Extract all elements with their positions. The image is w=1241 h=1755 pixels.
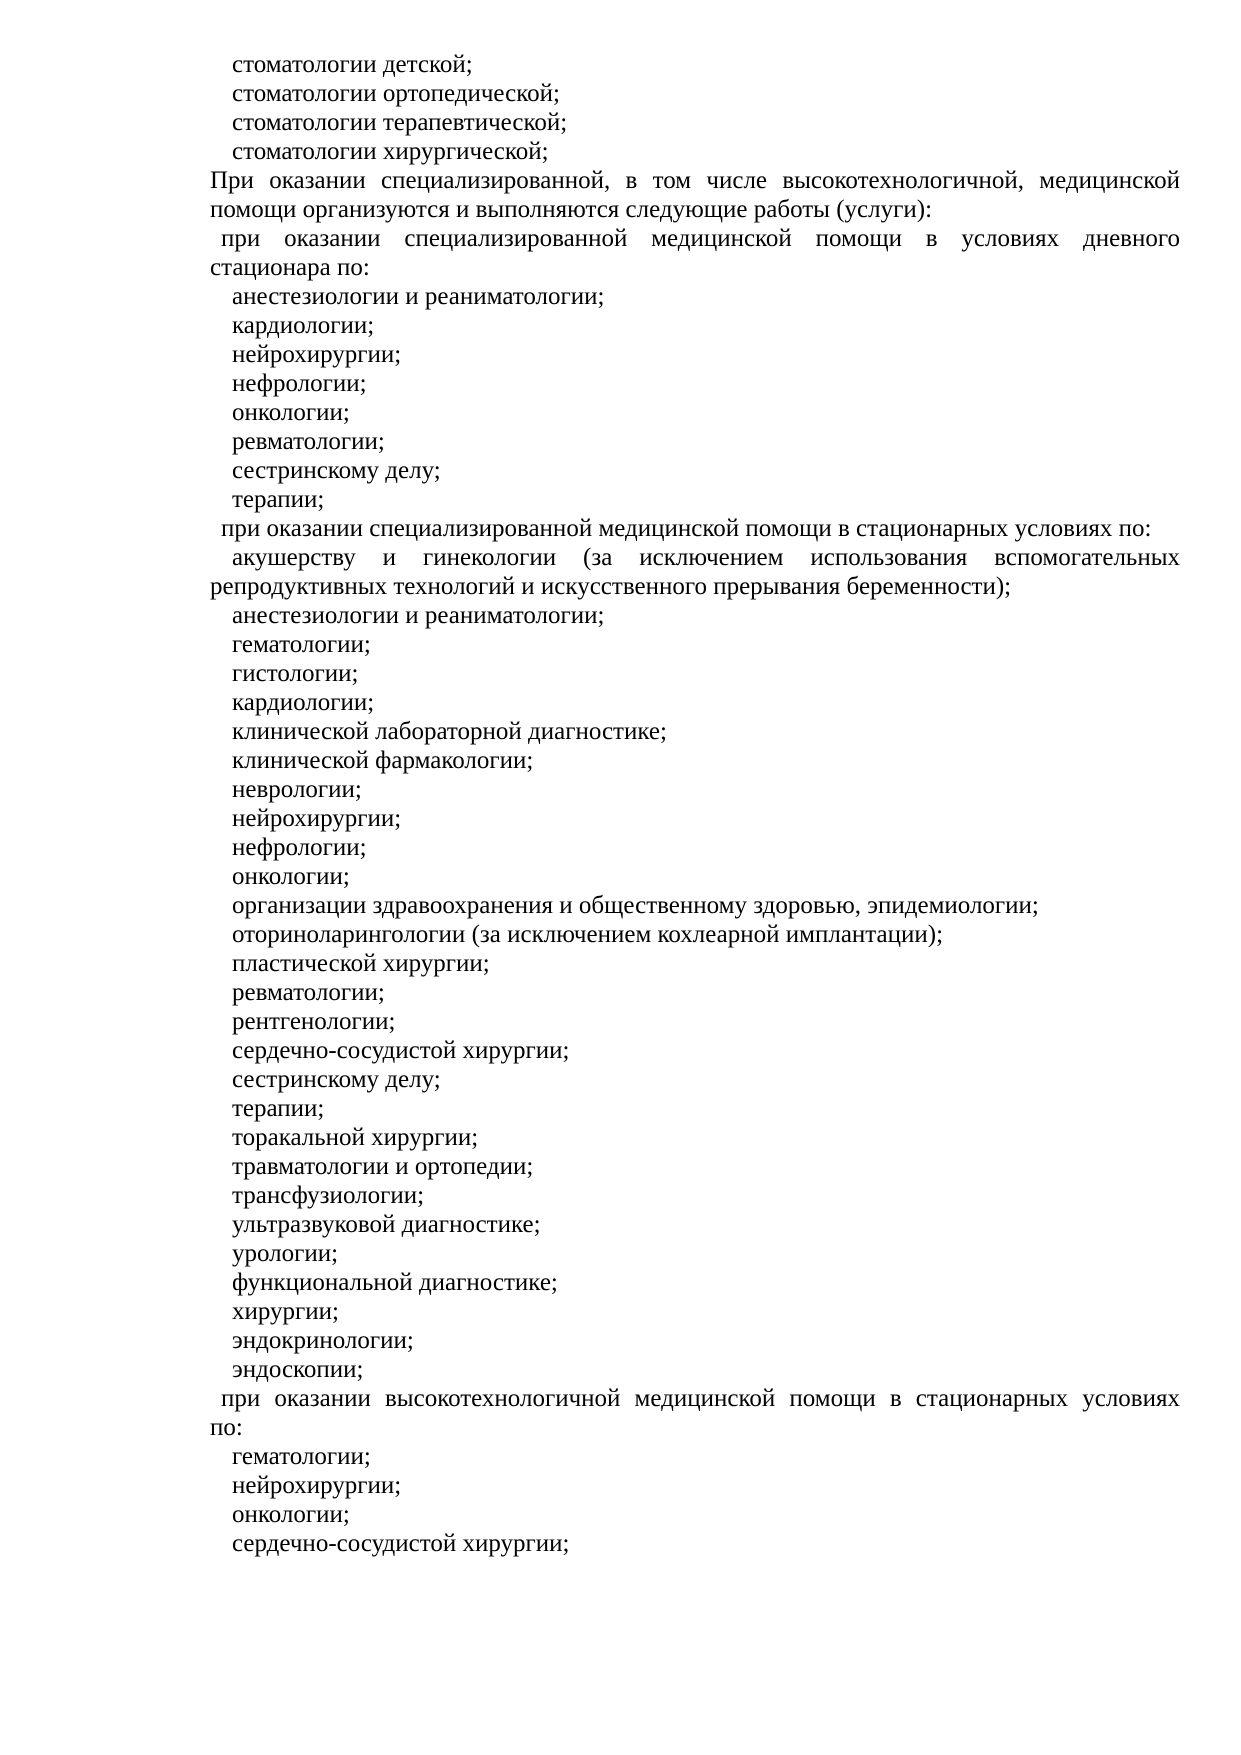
document-line: стоматологии ортопедической; <box>232 80 560 107</box>
document-line: онкологии; <box>232 1501 350 1528</box>
document-line: сестринскому делу; <box>232 1066 441 1093</box>
document-line: при оказании специализированной медицинской помощи в стационарных условиях по: <box>221 515 1152 542</box>
document-line: репродуктивных технологий и искусственного прерывания беременности); <box>210 573 1012 600</box>
document-line: ревматологии; <box>232 979 385 1006</box>
document-line: хирургии; <box>232 1298 340 1325</box>
document-line: При оказании специализированной, в том числе высокотехнологичной, медицинской <box>210 167 1180 194</box>
document-line: при оказании специализированной медицинской помощи в условиях дневного <box>221 225 1180 252</box>
document-line: торакальной хирургии; <box>232 1124 479 1151</box>
document-line: пластической хирургии; <box>232 950 490 977</box>
document-line: клинической лабораторной диагностике; <box>232 718 667 745</box>
document-line: нейрохирургии; <box>232 341 402 368</box>
document-line: терапии; <box>232 1095 325 1122</box>
document-line: клинической фармакологии; <box>232 747 534 774</box>
document-line: стационара по: <box>210 254 370 281</box>
document-line: анестезиологии и реаниматологии; <box>232 283 605 310</box>
document-line: стоматологии детской; <box>232 51 473 78</box>
document-line: при оказании высокотехнологичной медицинской помощи в стационарных условиях <box>221 1385 1180 1412</box>
document-line: урологии; <box>232 1240 339 1267</box>
document-line: стоматологии терапевтической; <box>232 109 568 136</box>
document-line: терапии; <box>232 486 325 513</box>
document-line: эндоскопии; <box>232 1356 364 1383</box>
document-line: нейрохирургии; <box>232 805 402 832</box>
document-line: по: <box>210 1414 243 1441</box>
document-line: нефрологии; <box>232 834 367 861</box>
document-line: онкологии; <box>232 399 350 426</box>
document-line: сердечно-сосудистой хирургии; <box>232 1530 570 1557</box>
document-line: неврологии; <box>232 776 362 803</box>
document-line: сердечно-сосудистой хирургии; <box>232 1037 570 1064</box>
document-line: трансфузиологии; <box>232 1182 425 1209</box>
document-line: стоматологии хирургической; <box>232 138 549 165</box>
document-line: оториноларингологии (за исключением кохлеарной имплантации); <box>232 921 944 948</box>
document-line: травматологии и ортопедии; <box>232 1153 534 1180</box>
document-line: акушерству и гинекологии (за исключением использования вспомогательных <box>232 544 1180 571</box>
document-line: нефрологии; <box>232 370 367 397</box>
document-line: организации здравоохранения и общественному здоровью, эпидемиологии; <box>232 892 1039 919</box>
document-line: сестринскому делу; <box>232 457 441 484</box>
document-line: гистологии; <box>232 660 359 687</box>
document-line: онкологии; <box>232 863 350 890</box>
document-line: нейрохирургии; <box>232 1472 402 1499</box>
document-line: эндокринологии; <box>232 1327 414 1354</box>
document-line: функциональной диагностике; <box>232 1269 558 1296</box>
document-line: помощи организуются и выполняются следующие работы (услуги): <box>210 196 933 223</box>
document-line: рентгенологии; <box>232 1008 396 1035</box>
document-line: ревматологии; <box>232 428 385 455</box>
document-line: гематологии; <box>232 631 371 658</box>
document-line: анестезиологии и реаниматологии; <box>232 602 605 629</box>
document-line: гематологии; <box>232 1443 371 1470</box>
document-line: ультразвуковой диагностике; <box>232 1211 541 1238</box>
document-line: кардиологии; <box>232 312 375 339</box>
document-line: кардиологии; <box>232 689 375 716</box>
